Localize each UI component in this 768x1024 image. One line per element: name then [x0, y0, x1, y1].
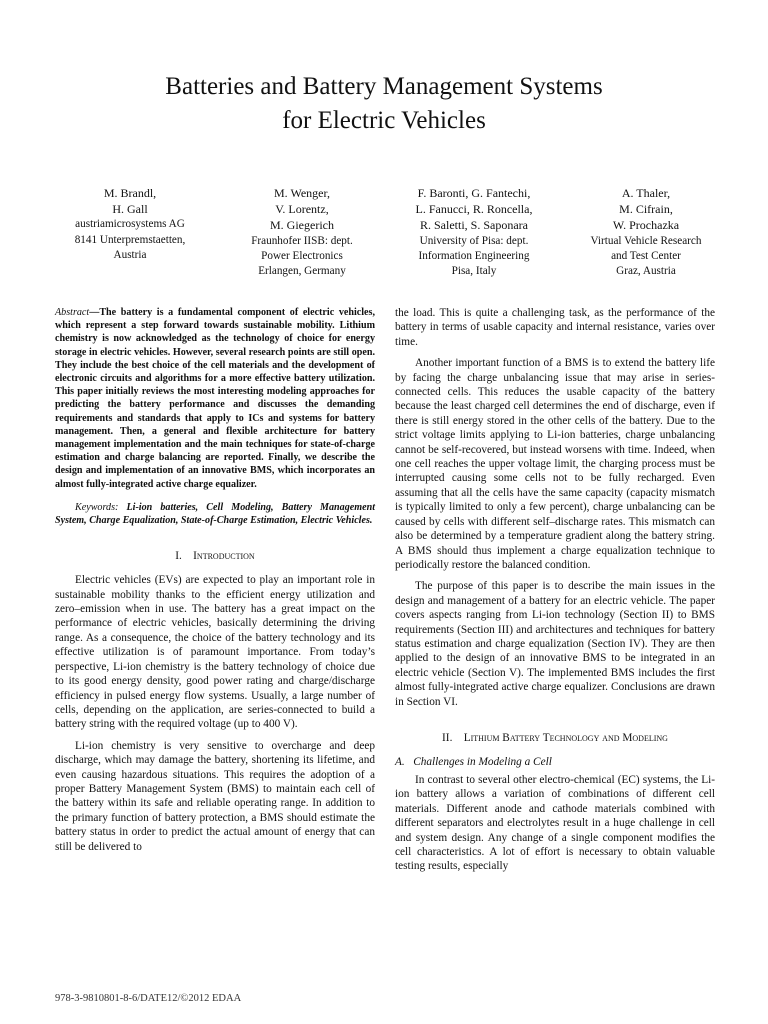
section-number: II.: [442, 731, 453, 744]
paragraph: The purpose of this paper is to describe the main issues in the design and management of a battery for an electric vehicle. The paper covers aspects ranging from Li-ion technology (Section II) to BMS requirements (Section III) and architectures and techniques for battery status estimation and charge equalization (Section IV). They are then applied to the design of an innovative BMS to be integrated in an electric vehicle (Section V). The implemented BMS includes the first almost fully-integrated active charge equalizer. Conclusions are drawn in Section VI.: [395, 580, 715, 708]
paragraph: Another important function of a BMS is to extend the battery life by facing the charge unbalancing issue that may arise in series-connected cells. This reduces the usable capacity of the battery because the least charged cell determines the end of discharge, even if there is still energy stored in the other cells of the battery. Due to the strict voltage limits applying to Li-ion batteries, charge unbalancing cannot be self-recovered, but instead worsens with time. Indeed, when one cell reaches the upper voltage limit, the charging process must be interrupted causing some cells not to be fully recharged. Even assuming that all the cells have the same capacity (capacity mismatch is typically limited to only a few percent), charge unbalancing can be caused by cells with different self–discharge rates. This mismatch can also be determined by a temperature gradient along the battery string. A BMS should thus implement a charge equalization technique to periodically restore the balanced condition.: [395, 357, 715, 571]
abstract: [55, 306, 375, 491]
author-names: M. Brandl, H. Gall: [103, 186, 157, 217]
section-number: I.: [175, 550, 182, 563]
abstract-text: —The battery is a fundamental component of electric vehicles, which represent a step forward towards sustainable mobility. Lithium chemistry is now acknowledged as the technology of choice for energy storage in electric vehicles. However, several research points are still open. They include the best choice of the cell materials and the development of electronic circuits and algorithms for a more effective battery utilization. This paper initially reviews the most interesting modeling approaches for predicting the battery performance and discusses the demanding requirements and standards that apply to ICs and systems for battery management. Then, a general and flexible architecture for battery management implementation and the main techniques for state-of-charge estimation and charge balancing are reported. Finally, we describe the design and implementation of an innovative BMS, which incorporates an almost fully-integrated active charge equalizer.: [55, 307, 375, 490]
paragraph: Electric vehicles (EVs) are expected to play an important role in sustainable mobility thanks to the efficient energy utilization and zero–emission when in use. The battery has a great impact on the performance of electric vehicles, basically determining the driving range. As a consequence, the choice of the battery technology and its effective utilization is of paramount importance. From today’s perspective, Li-ion chemistry is the battery technology of choice due to its good energy density, good power rating and charge/discharge efficiency in pulsed energy flow systems. Usually, a large number of cells, depending on the application, are series-connected to build a battery string with the required voltage (up to 400 V).: [55, 574, 375, 731]
author-group-4: [560, 185, 732, 280]
title-line-1: Batteries and Battery Management Systems: [165, 73, 603, 100]
keywords-text: Li-ion batteries, Cell Modeling, Battery Management System, Charge Equalization, State-of-Charge Estimation, Electric Vehicles.: [55, 501, 375, 527]
author-names: M. Wenger, V. Lorentz, M. Giegerich: [270, 186, 334, 233]
paper-title: [0, 70, 768, 138]
author-names: F. Baronti, G. Fantechi, L. Fanucci, R. Roncella, R. Saletti, S. Saponara: [415, 186, 533, 233]
paragraph: In contrast to several other electro-chemical (EC) systems, the Li-ion battery allows a variation of combinations of different cell materials. Different anode and cathode materials combined with different separators and electrolytes result in a huge challenge in cell and system design. Any change of a single component modifies the cell characteristics. A lot of effort is necessary to obtain valuable testing results, especially: [395, 773, 715, 873]
abstract-lead: Abstract: [55, 307, 90, 318]
author-affiliation: University of Pisa: dept. Information Engineering Pisa, Italy: [418, 234, 530, 278]
section-heading-introduction: [55, 549, 375, 563]
keywords: [55, 501, 375, 527]
author-group-1: [44, 185, 216, 280]
copyright-footer: 978-3-9810801-8-6/DATE12/©2012 EDAA: [55, 993, 242, 1004]
author-affiliation: Fraunhofer IISB: dept. Power Electronics Erlangen, Germany: [251, 234, 353, 278]
section-title: Lithium Battery Technology and Modeling: [463, 731, 668, 744]
author-names: A. Thaler, M. Cifrain, W. Prochazka: [612, 186, 680, 233]
paragraph: Li-ion chemistry is very sensitive to overcharge and deep discharge, which may damage the battery, shortening its lifetime, and even causing hazardous situations. This requires the adoption of a proper Battery Management System (BMS) to maintain each cell of the battery within its safe and reliable operating range. In addition to the primary function of battery protection, a BMS should estimate the battery status in order to predict the actual amount of energy that can still be delivered to: [55, 739, 375, 853]
title-line-2: for Electric Vehicles: [282, 107, 486, 134]
right-column: [395, 306, 715, 874]
author-group-3: [388, 185, 560, 280]
subsection-heading: A. Challenges in Modeling a Cell: [395, 755, 552, 768]
author-block: [44, 185, 732, 280]
author-affiliation: Virtual Vehicle Research and Test Center Graz, Austria: [590, 234, 702, 278]
section-title: Introduction: [193, 550, 255, 563]
left-column: [55, 306, 375, 854]
author-group-2: [216, 185, 388, 280]
keywords-lead: Keywords:: [75, 501, 119, 513]
author-affiliation: austriamicrosystems AG 8141 Unterpremstaetten, Austria: [74, 218, 186, 262]
paragraph: the load. This is quite a challenging task, as the performance of the battery in terms of usable capacity and internal resistance, varies over time.: [395, 307, 715, 348]
section-heading-lithium: [395, 731, 715, 745]
